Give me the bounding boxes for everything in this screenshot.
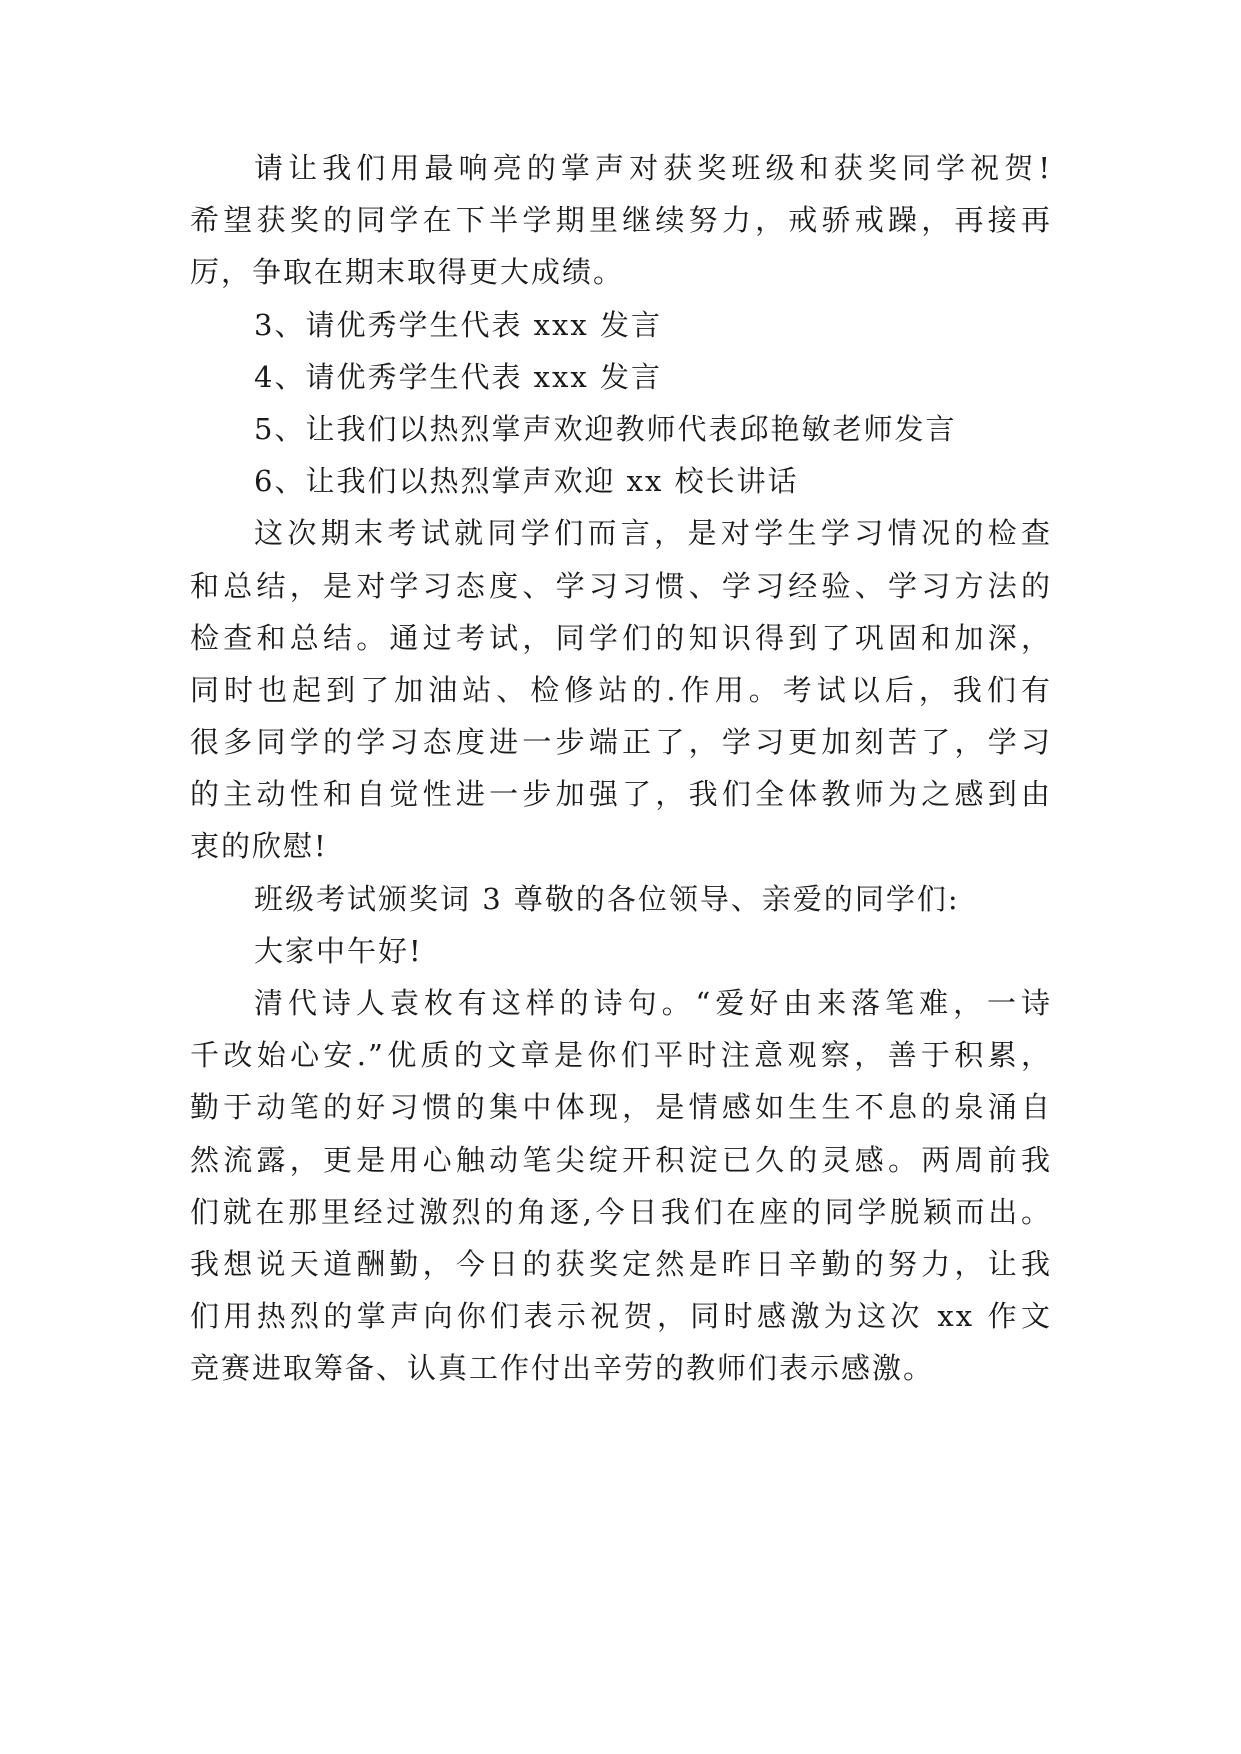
paragraph [190, 879, 1052, 931]
paragraph [190, 357, 1052, 409]
text-line: 们就在那里经过激烈的角逐,今日我们在座的同学脱颖而出。 [190, 1194, 1052, 1229]
text-line: 希望获奖的同学在下半学期里继续努力，戒骄戒躁，再接再 [190, 203, 1052, 238]
text-line: 很多同学的学习态度进一步端正了，学习更加刻苦了，学习 [190, 725, 1052, 760]
text-line: 的主动性和自觉性进一步加强了，我们全体教师为之感到由 [190, 777, 1052, 812]
text-line: 这次期末考试就同学们而言，是对学生学习情况的检查 [254, 516, 1052, 551]
paragraph [190, 983, 1052, 1401]
paragraph [190, 931, 1052, 983]
text-line: 们用热烈的掌声向你们表示祝贺，同时感激为这次 xx 作文 [190, 1299, 1052, 1334]
text-line: 勤于动笔的好习惯的集中体现，是情感如生生不息的泉涌自 [190, 1090, 1052, 1125]
text-line: 厉，争取在期末取得更大成绩。 [190, 255, 625, 290]
paragraph [190, 305, 1052, 357]
text-line: 衷的欣慰! [190, 829, 328, 864]
paragraph [190, 513, 1052, 878]
text-line: 千改始心安.”优质的文章是你们平时注意观察，善于积累， [190, 1038, 1052, 1073]
text-line: 竞赛进取筹备、认真工作付出辛劳的教师们表示感激。 [190, 1351, 935, 1386]
text-line: 然流露，更是用心触动笔尖绽开积淀已久的灵感。两周前我 [190, 1142, 1052, 1177]
paragraph [190, 148, 1052, 305]
text-line: 清代诗人袁枚有这样的诗句。“爱好由来落笔难，一诗 [254, 986, 1052, 1020]
text-line: 3、请优秀学生代表 xxx 发言 [254, 307, 662, 342]
text-line: 检查和总结。通过考试，同学们的知识得到了巩固和加深， [190, 620, 1052, 655]
text-line: 大家中午好! [254, 933, 423, 968]
text-line: 同时也起到了加油站、检修站的.作用。考试以后，我们有 [190, 672, 1052, 707]
text-line: 和总结，是对学习态度、学习习惯、学习经验、学习方法的 [190, 568, 1052, 603]
text-line: 6、让我们以热烈掌声欢迎 xx 校长讲话 [254, 464, 799, 499]
paragraph [190, 461, 1052, 513]
document-body [190, 148, 1052, 1401]
text-line: 5、让我们以热烈掌声欢迎教师代表邱艳敏老师发言 [254, 411, 957, 446]
paragraph [190, 409, 1052, 461]
text-line: 我想说天道酬勤，今日的获奖定然是昨日辛勤的努力，让我 [190, 1246, 1052, 1281]
text-line: 4、请优秀学生代表 xxx 发言 [254, 359, 662, 394]
text-line: 请让我们用最响亮的掌声对获奖班级和获奖同学祝贺! [254, 151, 1052, 185]
text-line: 班级考试颁奖词 3 尊敬的各位领导、亲爱的同学们: [254, 881, 960, 916]
